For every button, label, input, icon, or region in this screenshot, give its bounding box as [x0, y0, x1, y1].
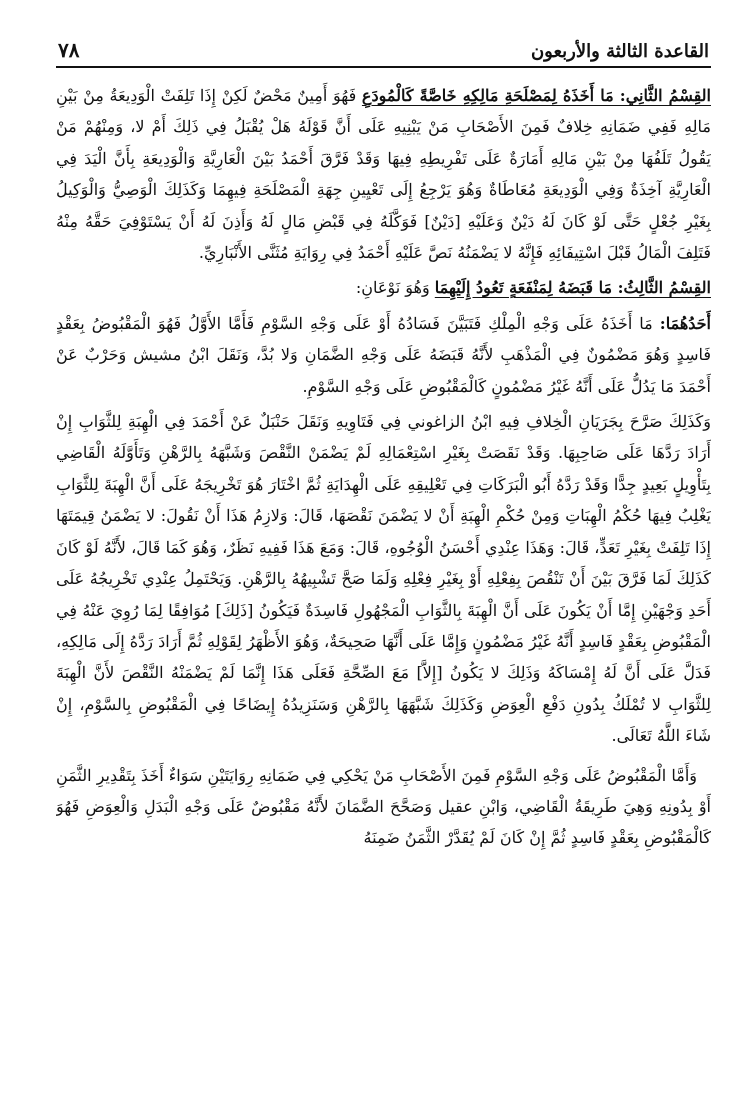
paragraph-text: وَهُوَ نَوْعَانِ: [355, 278, 435, 298]
paragraph-section-two [56, 80, 711, 268]
page-body [56, 68, 711, 854]
page-number: ٧٨ [58, 38, 80, 62]
paragraph-text: وَأَمَّا الْمَقْبُوضُ عَلَى وَجْهِ السَّوْمِ فَمِنَ الأَصْحَابِ مَنْ يَحْكِي فِي ضَمَانِهِ رِوَايَتَيْنِ سَوَاءٌ أَخَذَ بِتَقْدِيرِ الثَّمَنِ أَوْ بِدُونِهِ وَهِيَ طَرِيقَةُ الْقَاضِي، وَابْنِ عقيل وَصَحَّحَ الضَّمَانَ لأَنَّهُ مَقْبُوضٌ عَلَى وَجْهِ الْبَدَلِ وَالْعِوَضِ فَهُوَ كَالْمَقْبُوضِ بِعَقْدٍ فَاسِدٍ ثُمَّ إِنْ كَانَ لَمْ يُقَدَّرْ الثَّمَنُ ضَمِنَهُ [56, 765, 711, 848]
paragraph-gift-discussion [56, 406, 711, 751]
paragraph-text: فَهُوَ أَمِينٌ مَحْضٌ لَكِنْ إِذَا تَلِفَتْ الْوَدِيعَةُ مِنْ بَيْنِ مَالِهِ فَفِي ضَمَانِهِ خِلافٌ فَمِنَ الأَصْحَابِ مَنْ يَبْنِيهِ عَلَى أَنَّ قَوْلَهُ هَلْ يُقْبَلُ فِي ذَلِكَ أَمْ لا، وَمِنْهُمْ مَنْ يَقُولُ تَلَفُهَا مِنْ بَيْنِ مَالِهِ أَمَارَةٌ عَلَى تَفْرِيطِهِ فِيهَا وَقَدْ فَرَّقَ أَحْمَدُ بَيْنَ الْعَارِيَّةِ وَالْوَدِيعَةِ بِأَنَّ الْيَدَ فِي الْعَارِيَّةِ آخِذَةٌ وَفِي الْوَدِيعَةِ مُعَاطَاةٌ وَهُوَ يَرْجِعُ إِلَى تَعْيِينِ جِهَةِ الْمَصْلَحَةِ فِيهِمَا وَكَذَلِكَ الْوَصِيُّ وَالْوَكِيلُ بِغَيْرِ جُعْلٍ حَتَّى لَوْ كَانَ لَهُ دَيْنٌ وَعَلَيْهِ [دَيْنٌ] فَوَكَّلَهُ فِي قَبْضِ مَالٍ لَهُ وَأَذِنَ لَهُ أَنْ يَسْتَوْفِيَ حَقَّهُ مِنْهُ فَتَلِفَ الْمَالُ قَبْلَ اسْتِيفَائِهِ فَإِنَّهُ لا يَضْمَنُهُ نَصَّ عَلَيْهِ أَحْمَدُ فِي رِوَايَةِ مُثَنَّى الأَنْبَارِيِّ. [56, 86, 711, 263]
page-header [56, 38, 711, 68]
paragraph-text: مَا أَخَذَهُ عَلَى وَجْهِ الْمِلْكِ فَتَبَيَّنَ فَسَادُهُ أَوْ عَلَى وَجْهِ السَّوْمِ فَأَمَّا الأَوَّلُ فَهُوَ الْمَقْبُوضُ بِعَقْدٍ فَاسِدٍ وَهُوَ مَضْمُونٌ فِي الْمَذْهَبِ لأَنَّهُ قَبَضَهُ عَلَى وَجْهِ الضَّمَانِ وَلا بُدَّ، وَنَقَلَ ابْنُ مشيش وَحَرْبٌ عَنْ أَحْمَدَ مَا يَدُلُّ عَلَى أَنَّهُ غَيْرُ مَضْمُونٍ كَالْمَقْبُوضِ عَلَى وَجْهِ السَّوْمِ. [56, 313, 711, 396]
book-page [56, 38, 711, 1078]
paragraph-first-type [56, 308, 711, 402]
paragraph-section-three [56, 272, 711, 303]
section-heading: القِسْمُ الثَّانِي: مَا أَخَذَهُ لِمَصْلَحَةِ مَالِكِهِ خَاصَّةً كَالْمُودَعِ [361, 86, 711, 105]
running-title: القاعدة الثالثة والأربعون [530, 41, 709, 62]
subsection-label: أَحَدُهُمَا: [659, 313, 711, 333]
paragraph-text: وَكَذَلِكَ صَرَّحَ بِجَرَيَانِ الْخِلافِ فِيهِ ابْنُ الزاغوني فِي فَتَاوِيهِ وَنَقَلَ حَنْبَلٌ عَنْ أَحْمَدَ فِي الْهِبَةِ لِلثَّوَابِ إِنْ أَرَادَ رَدَّهَا عَلَى صَاحِبِهَا. وَقَدْ نَقَصَتْ بِغَيْرِ اسْتِعْمَالِهِ لَمْ يَضْمَنْ النَّقْصَ وَشَبَّهَهُ بِالرَّهْنِ وَتَأَوَّلَهُ الْقَاضِي بِتَأْوِيلٍ بَعِيدٍ جِدًّا وَقَدْ رَدَّهُ أَبُو الْبَرَكَاتِ فِي تَعْلِيقِهِ عَلَى الْهِدَايَةِ ثُمَّ اخْتَارَ هُوَ تَخْرِيجَهُ عَلَى أَنَّ الْهِبَةَ لِلثَّوَابِ يَغْلِبُ فِيهَا حُكْمُ الْهِبَاتِ وَمِنْ حُكْمِ الْهِبَةِ أَنْ لا يَضْمَنَ نَقْصَهَا، قَالَ: وَلازِمُ هَذَا أَنْ نَقُولَ: لا يَضْمَنُ قِيمَتَهَا إِذَا تَلِفَتْ بِغَيْرِ تَعَدٍّ، قَالَ: وَهَذَا عِنْدِي أَحْسَنُ الْوُجُوهِ، قَالَ: وَمَعَ هَذَا فَفِيهِ نَظَرٌ، وَهُوَ كَمَا قَالَ، لأَنَّهُ لَوْ كَانَ كَذَلِكَ لَمَا فَرَّقَ بَيْنَ أَنْ تَنْقُصَ بِفِعْلِهِ أَوْ بِغَيْرِ فِعْلِهِ وَلَمَا صَحَّ تَشْبِيهُهُ بِالرَّهْنِ. وَيَحْتَمِلُ عِنْدِي تَخْرِيجُهُ عَلَى أَحَدِ وَجْهَيْنِ إِمَّا أَنْ يَكُونَ عَلَى أَنَّ الْهِبَةَ بِالثَّوَابِ الْمَجْهُولِ فَاسِدَةٌ فَيَكُونُ [ذَلِكَ] مُوَافِقًا لِمَا رُوِيَ عَنْهُ فِي الْمَقْبُوضِ بِعَقْدٍ فَاسِدٍ أَنَّهُ غَيْرُ مَضْمُونٍ وَإِمَّا عَلَى أَنَّهَا صَحِيحَةٌ، وَهُوَ الأَظْهَرُ لِقَوْلِهِ ثُمَّ أَرَادَ رَدَّهُ إِلَى مَالِكِهِ، فَدَلَّ عَلَى أَنَّ لَهُ إِمْسَاكَهُ وَذَلِكَ لا يَكُونُ [إِلاَّ] مَعَ الصِّحَّةِ فَعَلَى هَذَا إِنَّمَا لَمْ يَضْمَنْهُ النَّقْصَ لأَنَّ الْهِبَةَ لِلثَّوَابِ لا تُمْلَكُ بِدُونِ دَفْعِ الْعِوَضِ وَكَذَلِكَ شَبَّهَهَا بِالرَّهْنِ وَسَنَزِيدُهُ إِيضَاحًا فِي الْمَقْبُوضِ بِالسَّوْمِ، إِنْ شَاءَ اللَّهُ تَعَالَى. [56, 412, 711, 746]
paragraph-bargaining [56, 760, 711, 854]
section-heading: القِسْمُ الثَّالِثُ: مَا قَبَضَهُ لِمَنْفَعَةٍ تَعُودُ إِلَيْهِمَا [434, 278, 711, 298]
